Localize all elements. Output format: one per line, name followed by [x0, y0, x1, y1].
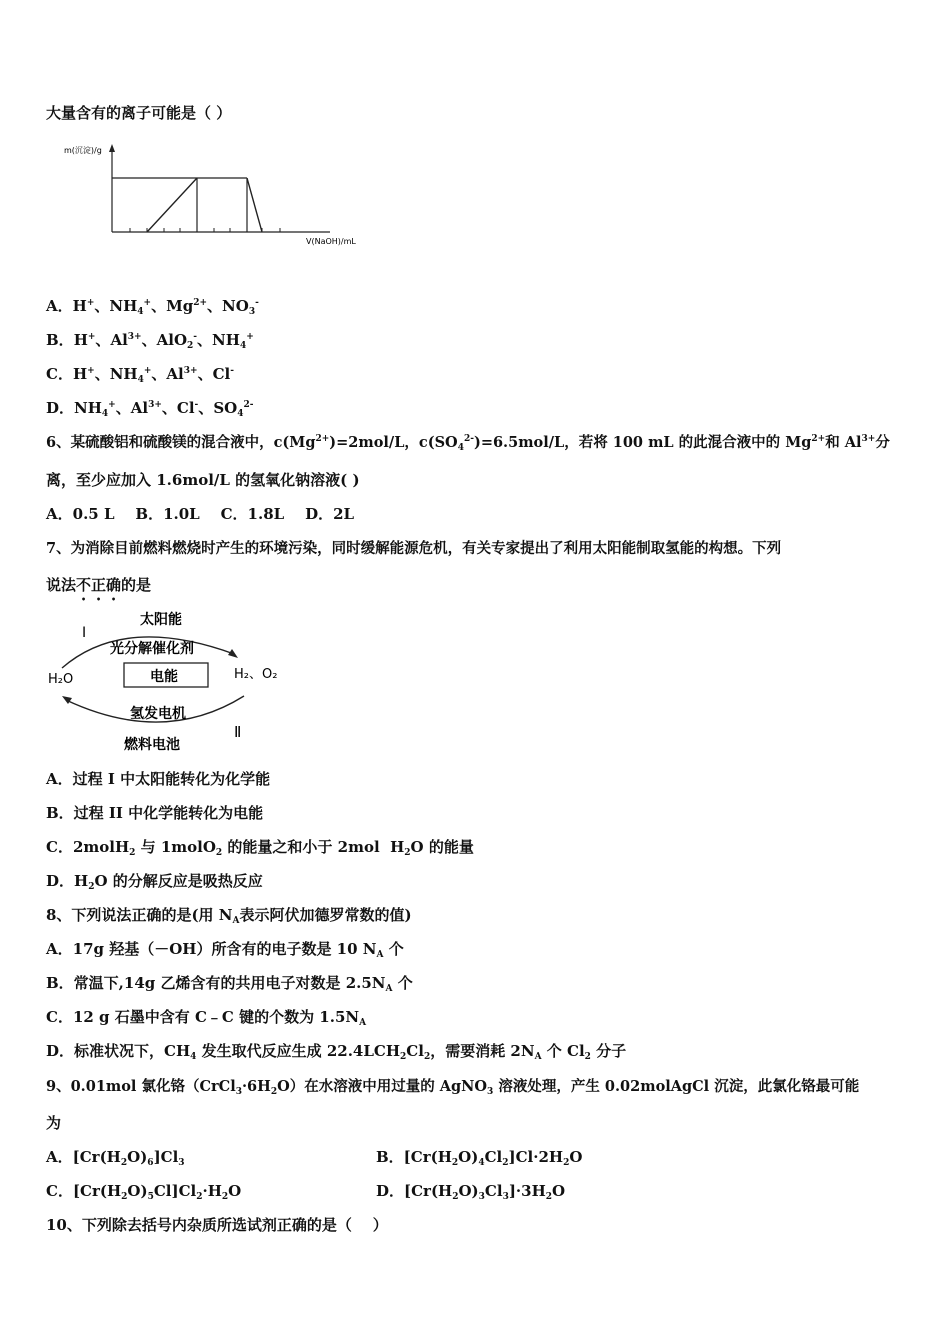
graph-ylabel: m(沉淀)/g: [64, 146, 102, 155]
q5-option-c: C．H+、$NH_4^+$、$Al^{3+}$、Cl-: [46, 365, 234, 385]
diagram-left: H₂O: [48, 672, 74, 687]
q10-stem: 10、下列除去括号内杂质所选试剂正确的是（ ）: [46, 1216, 388, 1234]
emphasis-not-correct: 不正确: [76, 576, 122, 594]
q7-option-b: B．过程 II 中化学能转化为电能: [46, 804, 264, 822]
diagram-box-label: 电能: [150, 669, 178, 685]
q8-stem: 8、下列说法正确的是(用 $N_A$表示阿伏加德罗常数的值): [46, 906, 412, 926]
q5-option-d: D．$NH_4^+$、$Al^{3+}$、Cl-、$SO_4^{2-}$: [46, 399, 254, 419]
q8-option-b: B．常温下,14g 乙烯含有的共用电子对数是 $2.5N_A$ 个: [46, 974, 413, 994]
q7-option-d: D．$H_2O$ 的分解反应是吸热反应: [46, 872, 263, 892]
diagram-top: 太阳能: [140, 612, 182, 628]
q5-stem: 大量含有的离子可能是（ ）: [46, 104, 232, 122]
q6-options: A．0.5 L B．1.0L C．1.8L D．2L: [46, 505, 355, 523]
q9-option-c: C．$[Cr(H_2O)_5Cl]Cl_2\cdot H_2O$: [46, 1182, 242, 1202]
diagram-catalyst: 光分解催化剂: [110, 641, 194, 657]
q5-option-a: A．H+、$NH_4^+$、$Mg^{2+}$、$NO_3^-$: [46, 297, 259, 317]
q5-graph: [60, 140, 370, 250]
q7-diagram: [44, 606, 294, 756]
graph-xlabel: V(NaOH)/mL: [306, 237, 356, 246]
q9-stem-line2: 为: [46, 1114, 62, 1132]
diagram-generator: 氢发电机: [130, 706, 186, 722]
q7-option-a: A．过程 I 中太阳能转化为化学能: [46, 770, 271, 788]
q7-stem-line2: 说法不正确的是: [46, 576, 152, 594]
q6-stem-line1: 6、某硫酸铝和硫酸镁的混合液中，$c(Mg^{2+})=2mol/L$，$c(SO_4^{2-})=6.5mol/L$，若将 100 mL 的此混合液中的 $Mg^{2+}$和 $Al^{3+}$分: [46, 434, 890, 453]
q8-option-d: D．标准状况下，$CH_4$ 发生取代反应生成 $22.4LCH_2Cl_2$，需要消耗 $2N_A$ 个 $Cl_2$ 分子: [46, 1042, 627, 1062]
diagram-i: I: [82, 625, 87, 641]
q9-option-b: B．$[Cr(H_2O)_4Cl_2]Cl\cdot 2H_2O$: [376, 1148, 583, 1168]
q6-stem-line2: 离，至少应加入 1.6mol/L 的氢氧化钠溶液( ): [46, 471, 360, 489]
q8-option-c: C．12 g 石墨中含有 C﹣C 键的个数为 $1.5N_A$: [46, 1008, 367, 1028]
diagram-ii: Ⅱ: [234, 723, 242, 741]
diagram-right: H₂、O₂: [234, 667, 278, 682]
q5-option-b: B．H+、$Al^{3+}$、AlO$_2$-、$NH_4^+$: [46, 331, 254, 351]
q9-option-d: D．$[Cr(H_2O)_3Cl_3]\cdot 3H_2O$: [376, 1182, 566, 1202]
diagram-bottom: 燃料电池: [124, 737, 180, 753]
q9-option-a: A．$[Cr(H_2O)_6]Cl_3$: [46, 1148, 185, 1168]
q8-option-a: A．17g 羟基（－OH）所含有的电子数是 10 $N_A$ 个: [46, 940, 404, 960]
q7-option-c: C．2molH$_2$ 与 1molO$_2$ 的能量之和小于 2mol $H_2O$ 的能量: [46, 838, 474, 858]
q7-stem-line1: 7、为消除目前燃料燃烧时产生的环境污染，同时缓解能源危机，有关专家提出了利用太阳能制取氢能的构想。下列: [46, 540, 782, 557]
q9-stem-line1: 9、0.01mol 氯化铬$(CrCl_3\cdot 6H_2O)$在水溶液中用过量的 AgNO$_3$ 溶液处理，产生 0.02molAgCl 沉淀，此氯化铬最可能: [46, 1078, 860, 1097]
